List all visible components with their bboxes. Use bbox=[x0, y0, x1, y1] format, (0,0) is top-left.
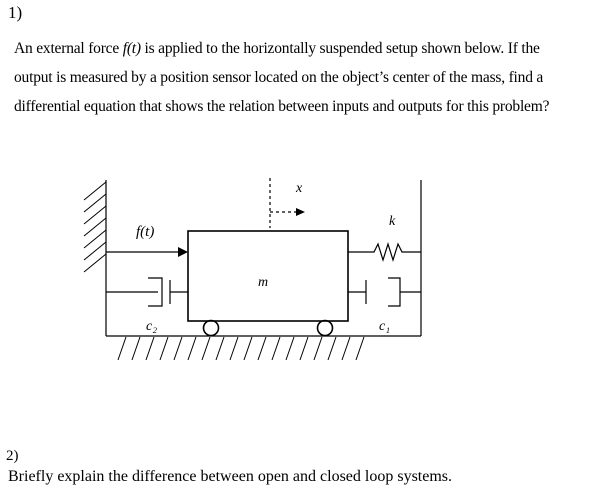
question-1-line-3: differential equation that shows the relation between inputs and outputs for this problem? bbox=[14, 98, 550, 115]
left-wall-hatching bbox=[84, 182, 106, 272]
damper-c1-label: c₁ bbox=[379, 319, 391, 334]
ground-hatching bbox=[118, 337, 364, 360]
question-2-number: 2) bbox=[6, 448, 19, 464]
question-1-line-2: output is measured by a position sensor located on the object’s center of the mass, find a bbox=[14, 69, 544, 86]
spring-k bbox=[348, 244, 421, 260]
mass-label: m bbox=[258, 275, 269, 290]
right-damper-cylinder bbox=[388, 278, 400, 306]
question-1-line-1 bbox=[14, 34, 606, 63]
question-1-text bbox=[14, 34, 606, 121]
displacement-label: x bbox=[296, 181, 303, 196]
question-1-line-1-start: An external force bbox=[14, 40, 123, 57]
force-symbol-inline: f(t) bbox=[122, 40, 141, 57]
mass-spring-damper-diagram bbox=[0, 170, 607, 370]
question-1-line-1-end: is applied to the horizontally suspended setup shown below. If the bbox=[140, 40, 540, 57]
question-1-number: 1) bbox=[8, 3, 23, 22]
displacement-arrow-head bbox=[296, 208, 305, 216]
right-wheel bbox=[318, 321, 333, 336]
left-wheel bbox=[204, 321, 219, 336]
damper-c2-label: c₂ bbox=[146, 319, 158, 334]
spring-label: k bbox=[389, 214, 396, 229]
force-arrow-head bbox=[178, 247, 188, 257]
question-2-text: Briefly explain the difference between open and closed loop systems. bbox=[8, 468, 453, 485]
force-label: f(t) bbox=[136, 224, 155, 240]
